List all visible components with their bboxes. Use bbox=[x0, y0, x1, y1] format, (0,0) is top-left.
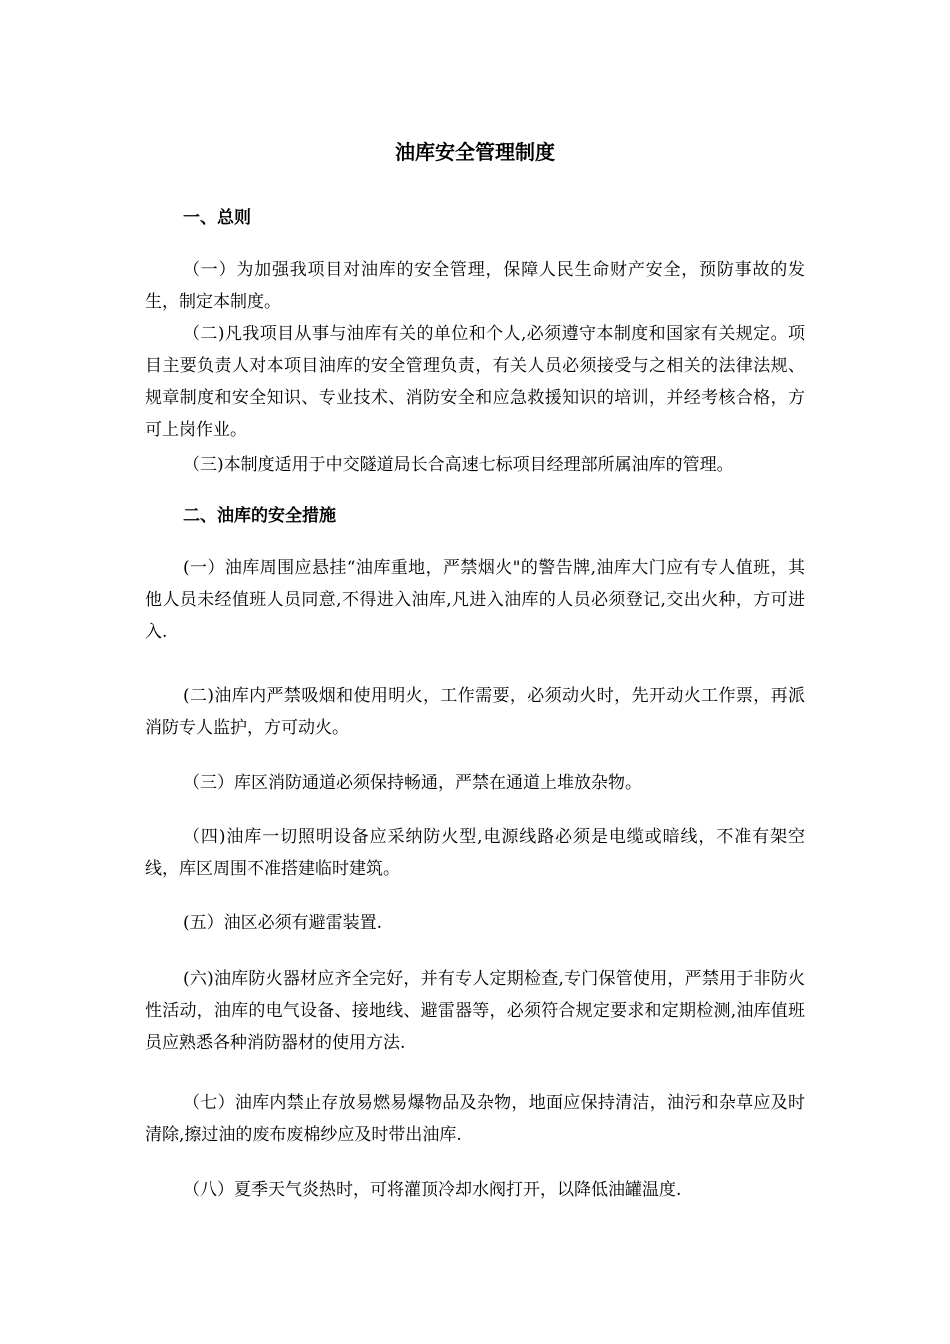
paragraph-safety-5: (五）油区必须有避雷装置. bbox=[183, 913, 383, 933]
paragraph-safety-6: (六)油库防火器材应齐全完好，并有专人定期检查,专门保管使用，严禁用于非防火性活动，油库的电气设备、接地线、避雷器等，必须符合规定要求和定期检测,油库值班员应熟悉各种消防器材的使用方法. bbox=[145, 969, 805, 1053]
section-heading-safety-measures: 二、油库的安全措施 bbox=[183, 506, 336, 526]
paragraph-general-1: （一）为加强我项目对油库的安全管理，保障人民生命财产安全，预防事故的发生，制定本制度。 bbox=[145, 260, 805, 312]
document-title: 油库安全管理制度 bbox=[395, 140, 555, 164]
paragraph-general-3: （三)本制度适用于中交隧道局长合高速七标项目经理部所属油库的管理。 bbox=[183, 455, 734, 475]
section-heading-general: 一、总则 bbox=[183, 208, 251, 228]
paragraph-safety-8: （八）夏季天气炎热时，可将灌顶冷却水阀打开，以降低油罐温度. bbox=[183, 1180, 682, 1200]
paragraph-safety-7: （七）油库内禁止存放易燃易爆物品及杂物，地面应保持清洁，油污和杂草应及时清除,擦过油的废布废棉纱应及时带出油库. bbox=[145, 1093, 805, 1145]
paragraph-safety-1: (一）油库周围应悬挂“油库重地，严禁烟火"的警告牌,油库大门应有专人值班，其他人员未经值班人员同意,不得进入油库,凡进入油库的人员必须登记,交出火种，方可进入. bbox=[145, 558, 805, 642]
paragraph-safety-2: (二)油库内严禁吸烟和使用明火，工作需要，必须动火时，先开动火工作票，再派消防专人监护，方可动火。 bbox=[145, 686, 805, 738]
paragraph-safety-4: （四)油库一切照明设备应采纳防火型,电源线路必须是电缆或暗线，不准有架空线，库区周围不准搭建临时建筑。 bbox=[145, 827, 805, 879]
paragraph-safety-3: （三）库区消防通道必须保持畅通，严禁在通道上堆放杂物。 bbox=[183, 773, 642, 793]
paragraph-general-2: （二)凡我项目从事与油库有关的单位和个人,必须遵守本制度和国家有关规定。项目主要负责人对本项目油库的安全管理负责，有关人员必须接受与之相关的法律法规、规章制度和安全知识、专业技术、消防安全和应急救援知识的培训，并经考核合格，方可上岗作业。 bbox=[145, 324, 805, 440]
